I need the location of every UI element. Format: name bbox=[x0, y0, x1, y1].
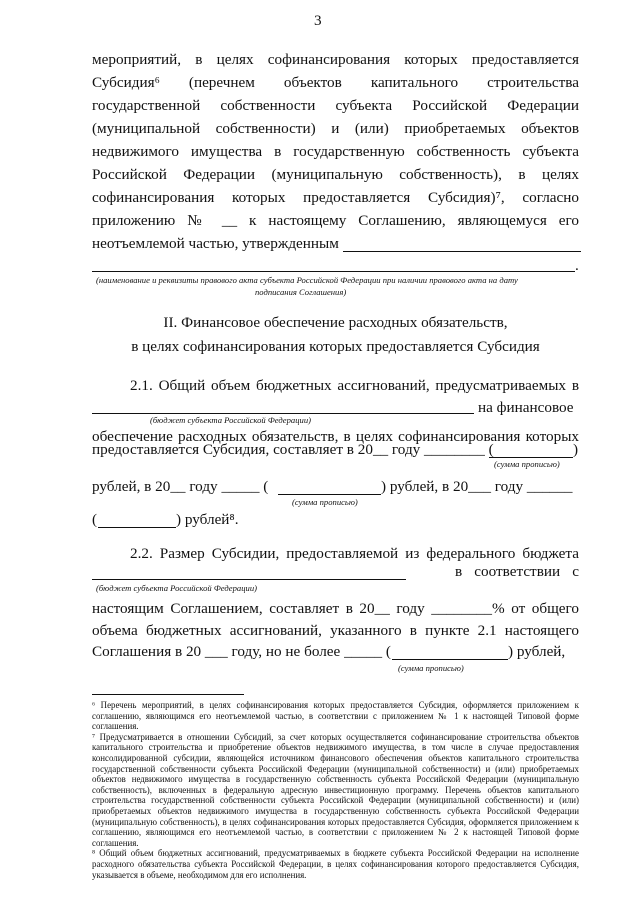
p22-budget-blank bbox=[92, 579, 406, 580]
p21-line-6-open: ( bbox=[92, 511, 98, 528]
p21-sum-caption-1: (сумма прописью) bbox=[494, 459, 560, 469]
p21-line-5-b: ) рублей, в 20___ году ______ bbox=[381, 478, 573, 495]
p21-line-3: обеспечение расходных обязательств, в целях софинансирования которых bbox=[92, 428, 579, 445]
para1-line-5: недвижимого имущества в государственную собственность субъекта bbox=[92, 143, 579, 160]
p21-sum-blank-1 bbox=[489, 457, 573, 458]
p21-sum-caption-2: (сумма прописью) bbox=[292, 497, 358, 507]
para1-line-6: Российской Федерации (муниципальную собственность), в целях bbox=[92, 166, 579, 183]
para1-line-2: Субсидия⁶ (перечнем объектов капитального строительства bbox=[92, 74, 579, 91]
footnote-separator bbox=[92, 694, 244, 695]
para1-line-9: неотъемлемой частью, утвержденным bbox=[92, 235, 339, 252]
p21-line-1: 2.1. Общий объем бюджетных ассигнований, предусматриваемых в bbox=[130, 377, 579, 394]
p21-line-2-end: на финансовое bbox=[478, 399, 574, 416]
legal-act-caption-2: подписания Соглашения) bbox=[255, 287, 347, 297]
p22-sum-caption: (сумма прописью) bbox=[398, 663, 464, 673]
p21-line-4-close: ) bbox=[573, 441, 579, 458]
section-heading-line-2: в целях софинансирования которых предоставляется Субсидия bbox=[131, 338, 540, 355]
p21-line-6-end: ) рублей⁸. bbox=[176, 511, 239, 528]
para1-line-3: государственной собственности субъекта Российской Федерации bbox=[92, 97, 579, 114]
p22-line-5-a: Соглашения в 20 ___ году, но не более _____ ( bbox=[92, 643, 391, 660]
period-mark: . bbox=[575, 257, 579, 274]
legal-act-caption-1: (наименование и реквизиты правового акта субъекта Российской Федерации при наличии правового акта на дату bbox=[96, 275, 518, 285]
p21-sum-blank-3 bbox=[98, 527, 176, 528]
p21-line-5-a: рублей, в 20__ году _____ ( bbox=[92, 478, 269, 495]
approved-by-blank bbox=[343, 251, 581, 252]
p22-line-1: 2.2. Размер Субсидии, предоставляемой из федерального бюджета bbox=[130, 545, 579, 562]
p21-line-4: предоставляется Субсидия, составляет в 20__ году ________ ( bbox=[92, 441, 494, 458]
p22-sum-blank bbox=[392, 659, 508, 660]
footnote-8: ⁸ Общий объем бюджетных ассигнований, предусматриваемых в бюджете субъекта Российской Федерации на исполнение расходного обязательства субъекта Российской Федерации, в целях софинансирования которого предоставляется Субсидия, указывается в объеме, необходимом для его исполнения. bbox=[92, 848, 579, 880]
para1-line-1: мероприятий, в целях софинансирования которых предоставляется bbox=[92, 51, 579, 68]
p22-budget-caption: (бюджет субъекта Российской Федерации) bbox=[96, 583, 257, 593]
section-heading-line-1: II. Финансовое обеспечение расходных обязательств, bbox=[163, 314, 508, 331]
para1-line-7: софинансирования которых предоставляется Субсидия)⁷, согласно bbox=[92, 189, 579, 206]
footnotes bbox=[92, 700, 579, 880]
p22-line-2-end: в соответствии с bbox=[455, 563, 579, 580]
page-number: 3 bbox=[314, 12, 322, 29]
p21-budget-caption: (бюджет субъекта Российской Федерации) bbox=[150, 415, 311, 425]
p21-budget-blank bbox=[92, 413, 474, 414]
p22-line-3: настоящим Соглашением, составляет в 20__ году ________% от общего bbox=[92, 600, 579, 617]
p22-line-5-b: ) рублей, bbox=[508, 643, 566, 660]
legal-act-blank bbox=[92, 271, 575, 272]
p22-line-4: объема бюджетных ассигнований, указанного в пункте 2.1 настоящего bbox=[92, 622, 579, 639]
footnote-7: ⁷ Предусматривается в отношении Субсидий, за счет которых осуществляется софинансирование строительства объектов капитального строительства и приобретение объектов недвижимого имущества, в том числе в случае предоставления консолидированной субсидии, являющейся источником финансового обеспечения объектов капитального строительства государственной собственности субъекта Российской Федерации (муниципальной собственности) и (или) приобретаемых объектов недвижимого имущества в государственную собственность субъекта Российской Федерации (муниципальную собственность), включенных в федеральную адресную инвестиционную программу. Перечень объектов капитального строительства государственной собственности субъекта Российской Федерации (муниципальной собственности) и (или) приобретаемых объектов недвижимого имущества в государственную собственность субъекта Российской Федерации (муниципальную собственность), в целях софинансирования которых предоставляется Субсидия, оформляется приложением к соглашению, являющимся его неотъемлемой частью, в соответствии с приложением № 2 к настоящей Типовой форме соглашения. bbox=[92, 731, 579, 848]
para1-line-8: приложению № __ к настоящему Соглашению, являющемуся его bbox=[92, 212, 579, 229]
footnote-6: ⁶ Перечень мероприятий, в целях софинансирования которых предоставляется Субсидия, оформляется приложением к соглашению, являющимся его неотъемлемой частью, в соответствии с приложением № 1 к настоящей Типовой форме соглашения. bbox=[92, 700, 579, 732]
para1-line-4: (муниципальной собственности) и (или) приобретаемых объектов bbox=[92, 120, 579, 137]
p21-sum-blank-2 bbox=[278, 494, 381, 495]
